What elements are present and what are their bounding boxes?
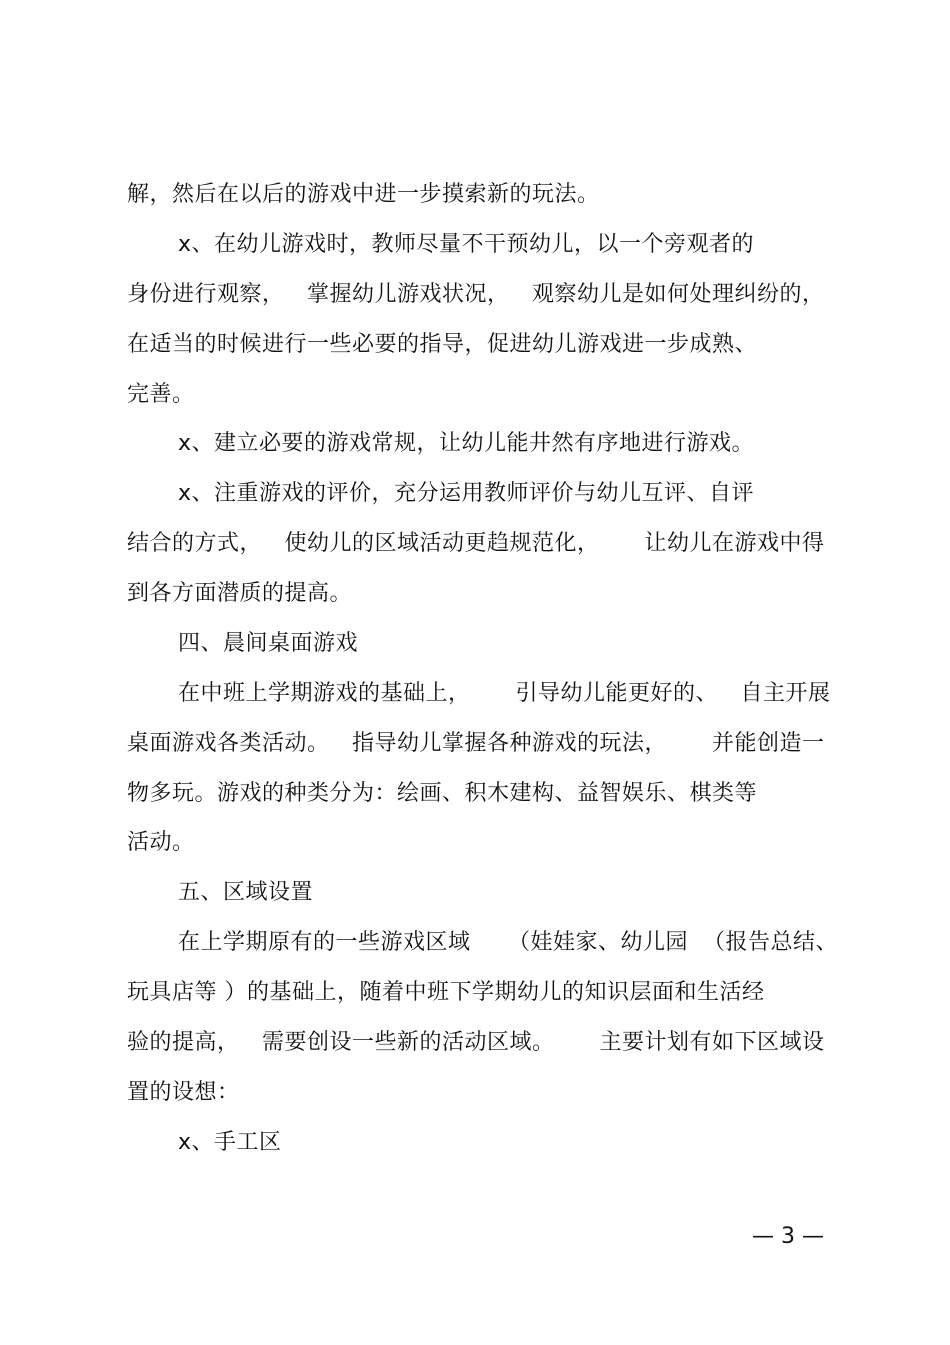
text-line: 玩具店等 ）的基础上，随着中班下学期幼儿的知识层面和生活经: [127, 980, 765, 1005]
text-line: x、注重游戏的评价，充分运用教师评价与幼儿互评、自评: [178, 481, 755, 506]
text-line: 桌面游戏各类活动。 指导幼儿掌握各种游戏的玩法， 并能创造一: [127, 731, 825, 756]
text-line: 到各方面潜质的提高。: [127, 581, 353, 606]
text-line: 验的提高， 需要创设一些新的活动区域。 主要计划有如下区域设: [127, 1030, 825, 1055]
text-line: 活动。: [127, 830, 195, 855]
text-line: 置的设想：: [127, 1080, 240, 1105]
text-line: 在上学期原有的一些游戏区域 （娃娃家、幼儿园 （报告总结、: [178, 930, 838, 955]
page-number: — 3 —: [752, 1224, 824, 1249]
text-line: 物多玩。游戏的种类分为：绘画、积木建构、益智娱乐、棋类等: [127, 781, 758, 806]
text-line: x、手工区: [178, 1130, 282, 1155]
text-line: 解，然后在以后的游戏中进一步摸索新的玩法。: [127, 182, 600, 207]
section-heading: 四、晨间桌面游戏: [178, 631, 359, 656]
section-heading: 五、区域设置: [178, 880, 314, 905]
text-line: 身份进行观察， 掌握幼儿游戏状况， 观察幼儿是如何处理纠纷的，: [127, 282, 825, 307]
text-line: x、建立必要的游戏常规，让幼儿能井然有序地进行游戏。: [178, 431, 755, 456]
text-line: x、在幼儿游戏时，教师尽量不干预幼儿，以一个旁观者的: [178, 232, 755, 257]
text-line: 在适当的时候进行一些必要的指导，促进幼儿游戏进一步成熟、: [127, 332, 758, 357]
text-line: 在中班上学期游戏的基础上， 引导幼儿能更好的、 自主开展: [178, 681, 831, 706]
text-line: 结合的方式， 使幼儿的区域活动更趋规范化， 让幼儿在游戏中得: [127, 531, 825, 556]
text-line: 完善。: [127, 382, 195, 407]
